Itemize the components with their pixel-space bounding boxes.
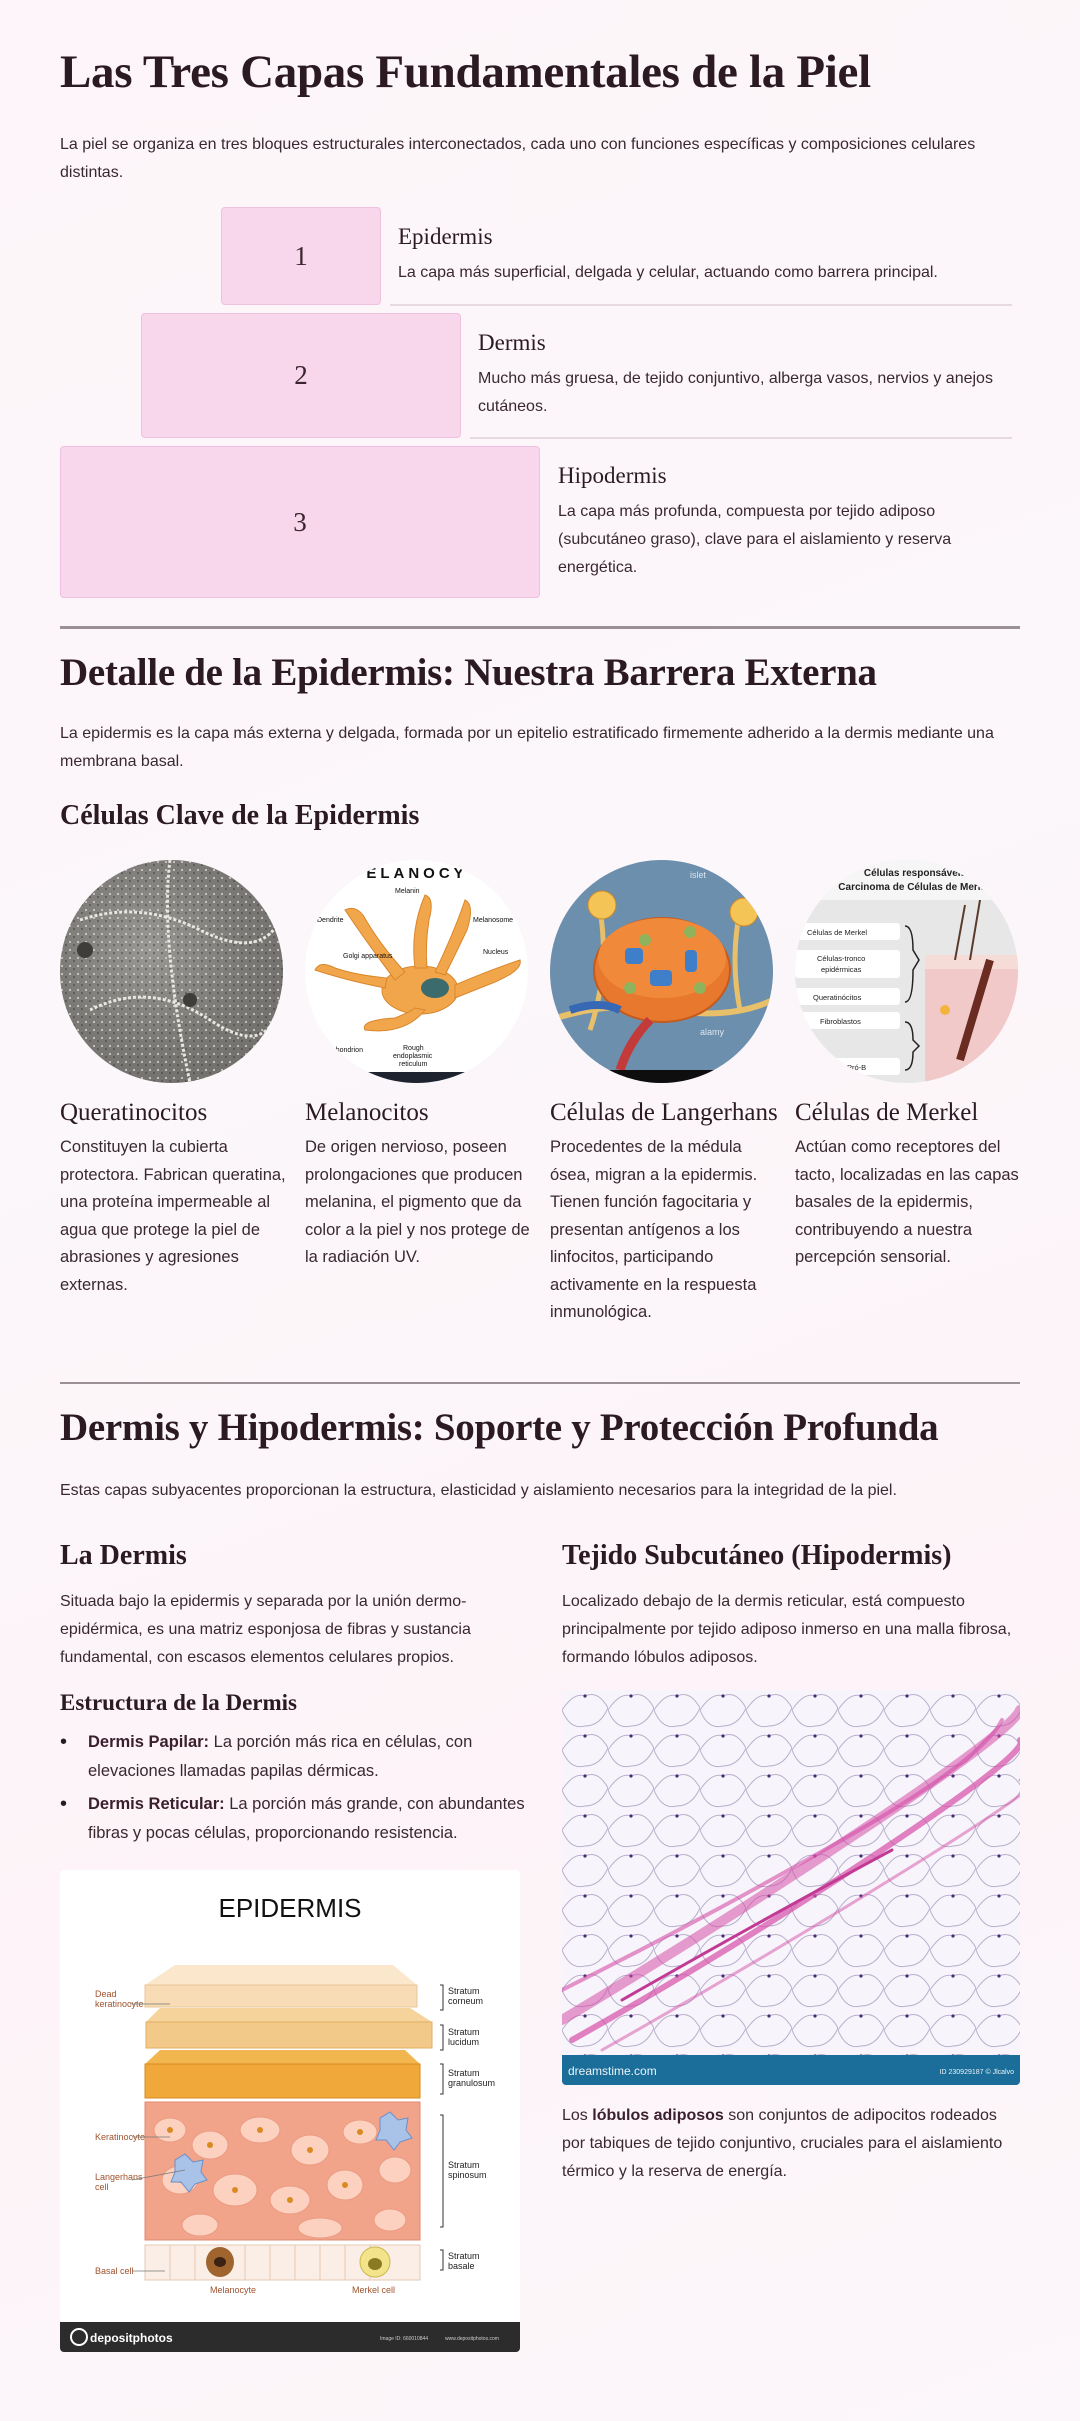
svg-text:lucidum: lucidum — [448, 2037, 480, 2047]
cell-title: Queratinocitos — [60, 1099, 208, 1126]
svg-text:basale: basale — [448, 2261, 475, 2271]
cell-title: Células de Merkel — [795, 1099, 979, 1126]
bullet-term: Dermis Papilar: — [88, 1733, 210, 1751]
svg-text:Basal cell: Basal cell — [95, 2266, 134, 2276]
svg-text:Stratum: Stratum — [448, 2068, 480, 2078]
cell-card-queratinocitos — [60, 1100, 290, 1299]
melanocyte-image — [305, 860, 528, 1083]
layer-number-box-2: 2 — [141, 313, 461, 438]
epidermis-figure — [60, 1870, 520, 2352]
epidermis-layers-diagram-icon — [60, 1870, 520, 2352]
section3-intro: Estas capas subyacentes proporcionan la estructura, elasticidad y aislamiento necesarios para la integridad de la piel. — [60, 1482, 897, 1499]
svg-text:granulosum: granulosum — [448, 2078, 496, 2088]
svg-text:Células de Merkel: Células de Merkel — [807, 928, 868, 937]
adipose-tissue-figure — [562, 1690, 1020, 2085]
cell-description: Procedentes de la médula ósea, migran a la epidermis. Tienen función fagocitaria y presentan antígenos a los linfocitos, participando activamente en la respuesta inmunológica. — [550, 1138, 758, 1321]
section2-intro: La epidermis es la capa más externa y delgada, formada por un epitelio estratificado firmemente adherido a la dermis mediante una membrana basal. — [60, 725, 994, 770]
layer-number-box-1: 1 — [221, 207, 381, 305]
svg-text:Melanosome: Melanosome — [473, 917, 514, 924]
svg-text:spinosum: spinosum — [448, 2170, 487, 2180]
dermis-title: La Dermis — [60, 1540, 187, 1571]
adipose-histology-icon — [562, 1690, 1020, 2085]
layer-title-dermis: Dermis — [478, 330, 546, 355]
svg-text:corneum: corneum — [448, 1996, 484, 2006]
layer-divider — [390, 304, 1012, 306]
cell-description: Constituyen la cubierta protectora. Fabrican queratina, una proteína impermeable al agua que protege la piel de abrasiones y agresiones externas. — [60, 1138, 286, 1294]
cell-title: Melanocitos — [305, 1099, 429, 1126]
svg-text:Stratum: Stratum — [448, 1986, 480, 1996]
cell-card-merkel — [795, 1100, 1025, 1272]
dermis-description: Situada bajo la epidermis y separada por la unión dermo-epidérmica, es una matriz esponjosa de fibras y sustancia fundamental, con escasos elementos celulares propios. — [60, 1593, 471, 1666]
svg-text:Dead: Dead — [95, 1989, 117, 1999]
svg-text:Dendrite: Dendrite — [317, 917, 344, 924]
section-divider — [60, 1382, 1020, 1384]
section-divider — [60, 626, 1020, 629]
svg-text:ID 230929187 © Jlcalvo: ID 230929187 © Jlcalvo — [939, 2069, 1014, 2076]
section3-title: Dermis y Hipodermis: Soporte y Protección Profunda — [60, 1406, 939, 1449]
layer-desc-epidermis: La capa más superficial, delgada y celular, actuando como barrera principal. — [398, 264, 938, 281]
note-prefix: Los — [562, 2107, 593, 2124]
svg-text:EPIDERMIS: EPIDERMIS — [218, 1893, 362, 1923]
islet-diagram-icon — [550, 860, 773, 1083]
svg-text:endoplasmic: endoplasmic — [393, 1053, 433, 1060]
svg-text:Melanocyte: Melanocyte — [210, 2285, 257, 2295]
svg-text:www.depositphotos.com: www.depositphotos.com — [445, 2336, 499, 2342]
hypodermis-title: Tejido Subcutáneo (Hipodermis) — [562, 1540, 952, 1571]
section2-title: Detalle de la Epidermis: Nuestra Barrera Externa — [60, 651, 877, 694]
layer-desc-dermis: Mucho más gruesa, de tejido conjuntivo, alberga vasos, nervios y anejos cutáneos. — [478, 370, 993, 415]
svg-text:Pré e Pró-B: Pré e Pró-B — [827, 1063, 867, 1072]
bullet-text: La porción más rica en células, con elevaciones llamadas papilas dérmicas. — [88, 1733, 473, 1780]
cell-card-langerhans — [550, 1100, 780, 1327]
layer-number-box-3: 3 — [60, 446, 540, 598]
svg-text:epidérmicas: epidérmicas — [821, 965, 862, 974]
svg-text:islet: islet — [690, 870, 707, 880]
svg-text:keratinocyte: keratinocyte — [95, 1999, 144, 2009]
note-suffix: son conjuntos de adipocitos rodeados por tabiques de tejido conjuntivo, cruciales para el aislamiento térmico y la reserva de energía. — [562, 2107, 1003, 2180]
svg-text:Queratinócitos: Queratinócitos — [813, 993, 862, 1002]
svg-text:Stratum: Stratum — [448, 2160, 480, 2170]
svg-text:Golgi apparatus: Golgi apparatus — [343, 953, 393, 960]
list-item — [60, 1728, 530, 1786]
micrograph-texture-icon — [60, 860, 283, 1083]
layer-title-epidermis: Epidermis — [398, 224, 493, 249]
layer-title-hipodermis: Hipodermis — [558, 463, 667, 488]
svg-text:Merkel cell: Merkel cell — [352, 2285, 396, 2295]
cell-card-melanocitos — [305, 1100, 535, 1272]
svg-text:reticulum: reticulum — [399, 1061, 428, 1068]
dermis-structure-title: Estructura de la Dermis — [60, 1690, 297, 1715]
svg-text:Image ID: 660010844: Image ID: 660010844 — [380, 2336, 429, 2342]
svg-text:Melanin: Melanin — [395, 888, 420, 895]
svg-text:cell: cell — [95, 2182, 109, 2192]
svg-text:dreamstime.com: dreamstime.com — [568, 2064, 657, 2078]
svg-text:Stratum: Stratum — [448, 2027, 480, 2037]
adipose-lobules-note — [562, 2102, 1022, 2186]
svg-text:Keratinocyte: Keratinocyte — [95, 2132, 146, 2142]
langerhans-image — [550, 860, 773, 1083]
cells-subtitle: Células Clave de la Epidermis — [60, 800, 420, 831]
svg-text:Rough: Rough — [403, 1045, 424, 1052]
svg-text:Células responsáveis: Células responsáveis — [863, 868, 967, 879]
hypodermis-description: Localizado debajo de la dermis reticular, está compuesto principalmente por tejido adiposo inmerso en una malla fibrosa, formando lóbulos adiposos. — [562, 1593, 1012, 1666]
svg-text:Stratum: Stratum — [448, 2251, 480, 2261]
svg-text:ELANOCY: ELANOCY — [366, 865, 468, 882]
layer-desc-hipodermis: La capa más profunda, compuesta por tejido adiposo (subcutáneo graso), clave para el aislamiento y reserva energética. — [558, 503, 952, 576]
merkel-diagram-icon — [795, 860, 1018, 1083]
melanocyte-diagram-icon — [305, 860, 528, 1083]
svg-text:Carcinoma de Células de Merkel: Carcinoma de Células de Merkel — [838, 882, 992, 893]
dermis-structure-list — [60, 1728, 530, 1852]
keratinocyte-image — [60, 860, 283, 1083]
svg-text:Mitochondrion: Mitochondrion — [319, 1047, 363, 1054]
svg-text:Células-tronco: Células-tronco — [817, 954, 866, 963]
svg-text:Langerhans: Langerhans — [95, 2172, 143, 2182]
list-item — [60, 1790, 530, 1848]
layer-divider — [470, 437, 1012, 439]
svg-text:depositphotos: depositphotos — [90, 2331, 173, 2345]
cell-description: De origen nervioso, poseen prolongaciones que producen melanina, el pigmento que da color a la piel y nos protege de la radiación UV. — [305, 1138, 530, 1266]
svg-text:Nucleus: Nucleus — [483, 949, 509, 956]
merkel-image — [795, 860, 1018, 1083]
bullet-term: Dermis Reticular: — [88, 1795, 225, 1813]
cell-title: Células de Langerhans — [550, 1099, 778, 1126]
section1-intro: La piel se organiza en tres bloques estructurales interconectados, cada uno con funciones específicas y composiciones celulares distintas. — [60, 136, 976, 181]
cell-description: Actúan como receptores del tacto, localizadas en las capas basales de la epidermis, contribuyendo a nuestra percepción sensorial. — [795, 1138, 1019, 1266]
page-title: Las Tres Capas Fundamentales de la Piel — [60, 46, 871, 98]
note-bold-term: lóbulos adiposos — [592, 2107, 724, 2124]
bullet-text: La porción más grande, con abundantes fibras y pocas células, proporcionando resistencia. — [88, 1795, 525, 1842]
svg-text:alamy: alamy — [700, 1027, 725, 1037]
svg-text:Fibroblastos: Fibroblastos — [820, 1017, 861, 1026]
